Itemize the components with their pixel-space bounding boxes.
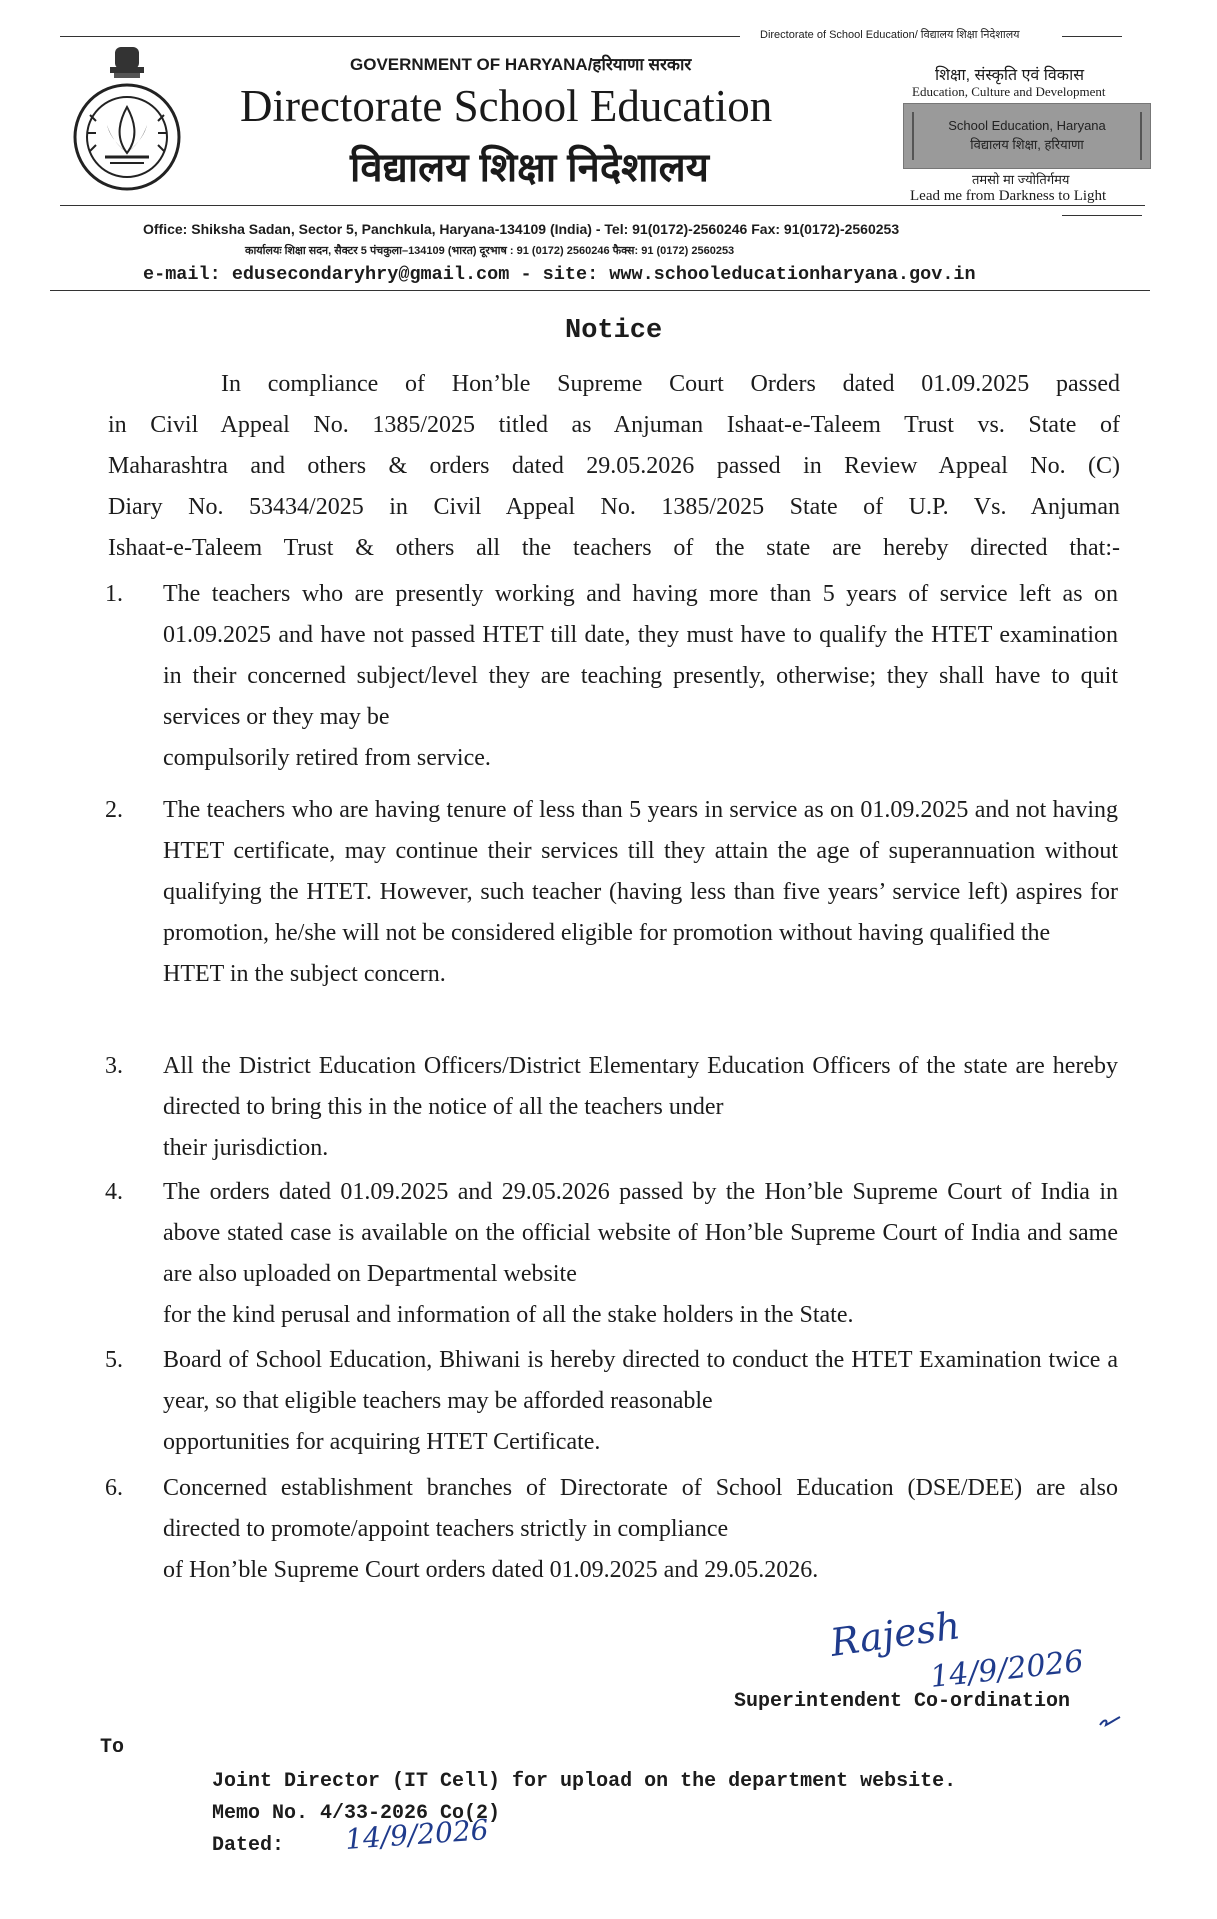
right-tagline-english: Education, Culture and Development <box>912 84 1106 99</box>
list-text: The teachers who are presently working and having more than 5 years of service left as on 01.09.2025 and have not passed HTET till date, they must have to qualify the HTET examination in their concerned subject/level they are teaching presently, otherwise; they shall have to quit services or they may be compulsorily retired from service. <box>163 581 1118 771</box>
dated-value: 14/9/2026 <box>344 1813 490 1856</box>
banner-scroll-right <box>1134 112 1142 160</box>
haryana-emblem <box>70 45 185 195</box>
title-hindi: विद्यालय शिक्षा निदेशालय <box>350 146 709 190</box>
list-text: The teachers who are having tenure of less than 5 years in service as on 01.09.2025 and not having HTET certificate, may continue their services till they attain the age of superannuation without qualifying the HTET. However, such teacher (having less than five years’ service left) aspires for promotion, he/she will not be considered eligible for promotion without having qualified the HTET in the subject concern. <box>163 797 1118 987</box>
govt-line: GOVERNMENT OF HARYANA/हरियाणा सरकार <box>350 55 692 74</box>
office-address-english: Office: Shiksha Sadan, Sector 5, Panchkula, Haryana-134109 (India) - Tel: 91(0172)-2560246 Fax: 91(0172)-2560253 <box>143 221 900 237</box>
intro-line-5: Ishaat-e-Taleem Trust & others all the teachers of the state are hereby directed that:- <box>108 535 1120 561</box>
intro-line-2: in Civil Appeal No. 1385/2025 titled as Anjuman Ishaat-e-Taleem Trust vs. State of <box>108 412 1120 438</box>
list-text: Board of School Education, Bhiwani is hereby directed to conduct the HTET Examination twice a year, so that eligible teachers may be afforded reasonable opportunities for acquiring HTET Certificate. <box>163 1347 1118 1455</box>
intro-line-3: Maharashtra and others & orders dated 29.05.2026 passed in Review Appeal No. (C) <box>108 453 1120 479</box>
top-rule-right <box>1062 36 1122 37</box>
office-address-hindi: कार्यालयः शिक्षा सदन, सैक्टर 5 पंचकुला–134109 (भारत) दूरभाष : 91 (0172) 2560246 फैक्स: 91 (0172) 2560253 <box>245 245 735 257</box>
department-banner <box>903 103 1151 169</box>
initial-mark <box>1098 1714 1122 1728</box>
top-right-label: Directorate of School Education/ विद्यालय शिक्षा निदेशालय <box>760 29 1020 41</box>
notice-heading: Notice <box>565 316 663 346</box>
to-label: To <box>100 1736 125 1759</box>
banner-line-2: विद्यालय शिक्षा, हरियाणा <box>970 137 1084 152</box>
list-text: All the District Education Officers/District Elementary Education Officers of the state are hereby directed to bring this in the notice of all the teachers under their jurisdiction. <box>163 1053 1118 1161</box>
intro-paragraph <box>108 364 1120 569</box>
list-text: Concerned establishment branches of Directorate of School Education (DSE/DEE) are also directed to promote/appoint teachers strictly in compliance of Hon’ble Supreme Court orders dated 01.09.2025 and 29.05.2026. <box>163 1475 1118 1583</box>
signatory-designation: Superintendent Co-ordination <box>734 1690 1071 1713</box>
list-number: 5. <box>105 1347 123 1373</box>
title-english: Directorate School Education <box>240 81 773 131</box>
banner-line-1: School Education, Haryana <box>948 118 1106 133</box>
memo-number: Memo No. 4/33-2026 Co(2) <box>212 1802 501 1825</box>
list-number: 2. <box>105 797 123 823</box>
intro-line-4: Diary No. 53434/2025 in Civil Appeal No. 1385/2025 State of U.P. Vs. Anjuman <box>108 494 1120 520</box>
address-rule <box>50 290 1150 291</box>
contact-line: e-mail: edusecondaryhry@gmail.com - site: www.schooleducationharyana.gov.in <box>143 264 976 285</box>
signature-date: 14/9/2026 <box>928 1644 1086 1695</box>
intro-line-1: In compliance of Hon’ble Supreme Court Orders dated 01.09.2025 passed <box>221 371 1120 397</box>
list-number: 4. <box>105 1179 123 1205</box>
banner-scroll-left <box>912 112 920 160</box>
list-text: The orders dated 01.09.2025 and 29.05.2026 passed by the Hon’ble Supreme Court of India in above stated case is available on the official website of Hon’ble Supreme Court of India and same are also uploaded on Departmental website for the kind perusal and information of all the stake holders in the State. <box>163 1179 1118 1328</box>
signature-scribble: Rajesh <box>827 1603 963 1665</box>
dated-label: Dated: <box>212 1834 285 1857</box>
list-number: 1. <box>105 581 123 607</box>
list-number: 6. <box>105 1475 123 1501</box>
recipient-line: Joint Director (IT Cell) for upload on the department website. <box>212 1770 957 1793</box>
list-number: 3. <box>105 1053 123 1079</box>
top-rule <box>60 36 740 37</box>
right-tagline-hindi: शिक्षा, संस्कृति एवं विकास <box>935 67 1085 84</box>
header-rule <box>60 205 1145 206</box>
motto-english: Lead me from Darkness to Light <box>910 188 1107 204</box>
motto-hindi: तमसो मा ज्योतिर्गमय <box>972 172 1070 187</box>
header-rule-2 <box>1062 215 1142 216</box>
